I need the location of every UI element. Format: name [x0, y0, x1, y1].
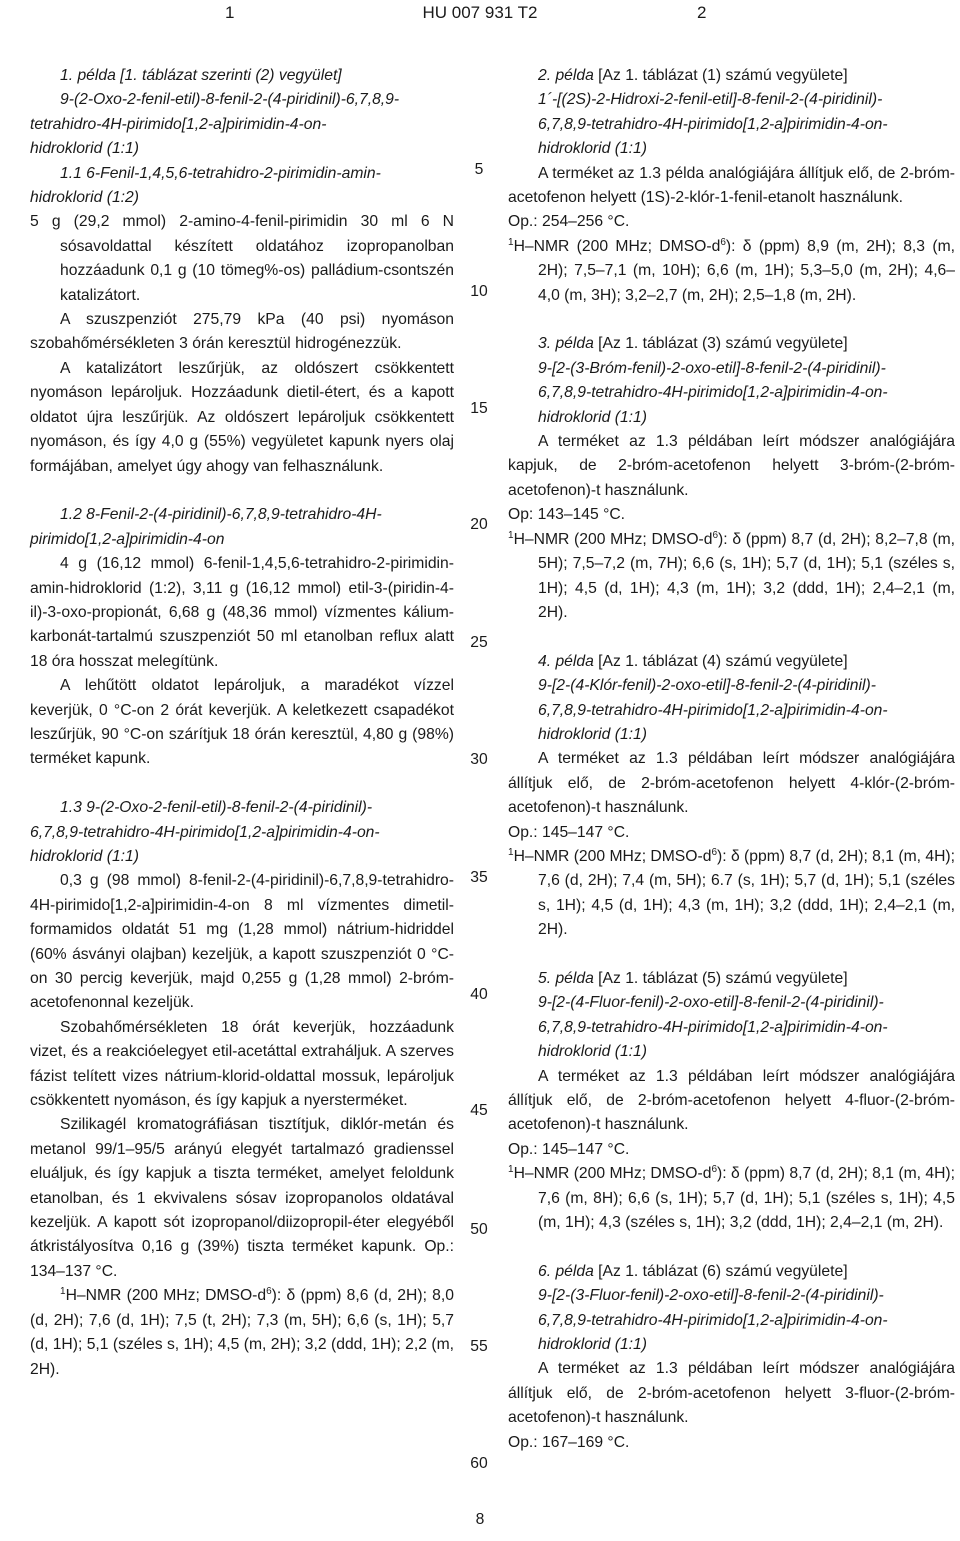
example-3-title: 6,7,8,9-tetrahidro-4H-pirimido[1,2-a]pirimidin-4-on- [538, 384, 888, 402]
example-2-title: 1´-[(2S)-2-Hidroxi-2-fenil-etil]-8-fenil-2-(4-piridinil)- [538, 91, 883, 109]
right-column [508, 64, 955, 1455]
example-2-title: hidroklorid (1:1) [538, 140, 647, 158]
line-number: 40 [470, 986, 488, 1003]
document-id: HU 007 931 T2 [422, 3, 538, 22]
example-4-melting-point: Op.: 145–147 °C. [508, 823, 630, 841]
step-1-1-heading: hidroklorid (1:2) [30, 189, 139, 207]
example-5-nmr: $^1$H–NMR (200 MHz; DMSO-$d^6$): δ (ppm) 8,7 (d, 2H); 8,1 (m, 4H); 7,6 (m, 8H); 6,6 (s, 1H); 5,7 (d, 1H); 5,1 (széles s, 1H); 4,5 (m, 1H); 4,3 (széles s, 1H); 3,2 (ddd, 1H); 2,4–2,1 (m, 2H). [508, 1164, 955, 1232]
left-page-number: 1 [225, 3, 235, 22]
nmr-data: $^1$H–NMR (200 MHz; DMSO-$d^6$): δ (ppm) 8,6 (d, 2H); 8,0 (d, 2H); 7,6 (d, 1H); 7,5 (t, 2H); 7,3 (m, 5H); 6,6 (s, 1H); 5,7 (d, 1H); 5,1 (széles s, 1H); 4,5 (m, 2H); 3,2 (ddd, 1H); 2,2 (m, 2H). [30, 1286, 454, 1378]
example-3-heading: 3. példa [Az 1. táblázat (3) számú vegyülete] [538, 335, 848, 353]
step-1-2-paragraph: A lehűtött oldatot lepároljuk, a maradékot vízzel keverjük, 0 °C-on 2 órát keverjük. A keletkezett csapadékot leszűrjük, 90 °C-on szárítjuk 18 órán keresztül, 4,80 g (98%) terméket kapunk. [30, 677, 454, 768]
left-column [30, 64, 454, 1382]
right-page-number: 2 [697, 3, 707, 22]
line-number: 25 [470, 634, 488, 651]
step-1-1-heading: 1.1 6-Fenil-1,4,5,6-tetrahidro-2-pirimidin-amin- [60, 164, 381, 182]
example-3-title: hidroklorid (1:1) [538, 408, 647, 426]
example-4-paragraph: A terméket az 1.3 példában leírt módszer analógiájára állítjuk elő, de 2-bróm-acetofenon helyett 4-klór-(2-bróm-acetofenon)-t használunk. [508, 750, 955, 817]
example-6-heading: 6. példa [Az 1. táblázat (6) számú vegyülete] [538, 1262, 848, 1280]
example-3-melting-point: Op: 143–145 °C. [508, 506, 626, 524]
example-3-title: 9-[2-(3-Bróm-fenil)-2-oxo-etil]-8-fenil-2-(4-piridinil)- [538, 359, 886, 377]
step-1-1-paragraph: A katalizátort leszűrjük, az oldószert csökkentett nyomáson lepároljuk. Hozzáadunk dietil-étert, és a kapott oldatot újra leszűrjük. Az oldószert lepároljuk csökkentett nyomáson, és így 4,0 g (55%) vegyületet kapunk nyers olaj formájában, amelyet úgy ahogy van felhasználunk. [30, 359, 454, 475]
example-5-title: 6,7,8,9-tetrahidro-4H-pirimido[1,2-a]pirimidin-4-on- [538, 1018, 888, 1036]
step-1-2-paragraph: 4 g (16,12 mmol) 6-fenil-1,4,5,6-tetrahidro-2-pirimidin-amin-hidroklorid (1:2), 3,11 g (16,12 mmol) etil-3-(piridin-4-il)-3-oxo-propionát, 6,68 g (48,36 mmol) vízmentes kálium-karbonát-tartalmú szuszpenziót 50 ml etanolban reflux alatt 18 óra hosszat melegítünk. [30, 555, 454, 670]
example-4-nmr: $^1$H–NMR (200 MHz; DMSO-$d^6$): δ (ppm) 8,7 (d, 2H); 8,1 (m, 4H); 7,6 (d, 2H); 7,4 (m, 5H); 6.7 (s, 1H); 5,7 (d, 1H); 5,1 (széles s, 1H); 4,5 (d, 1H); 4,3 (m, 1H); 3,2 (ddd, 1H); 2,4–2,1 (m, 2H). [508, 846, 955, 939]
example-2-heading: 2. példa [Az 1. táblázat (1) számú vegyülete] [538, 67, 848, 84]
example-3-nmr: $^1$H–NMR (200 MHz; DMSO-$d^6$): δ (ppm) 8,7 (d, 2H); 8,2–7,8 (m, 5H); 7,5–7,2 (m, 7H); 6,6 (s, 1H); 5,7 (d, 1H); 5,1 (széles s, 1H); 4,5 (d, 1H); 4,3 (m, 1H); 3,2 (ddd, 1H); 2,4–2,1 (m, 2H). [508, 529, 955, 621]
line-number: 45 [470, 1102, 488, 1119]
line-number: 35 [470, 869, 488, 886]
example-1-title: 9-(2-Oxo-2-fenil-etil)-8-fenil-2-(4-piridinil)-6,7,8,9- [60, 91, 400, 109]
step-1-3-heading: 1.3 9-(2-Oxo-2-fenil-etil)-8-fenil-2-(4-piridinil)- [60, 799, 373, 817]
step-1-3-paragraph: 0,3 g (98 mmol) 8-fenil-2-(4-piridinil)-6,7,8,9-tetrahidro-4H-pirimido[1,2-a]pirimidin-4-on 8 ml vízmentes dimetil-formamidos oldatát 51 mg (1,28 mmol) nátrium-hidriddel (60% ásványi olajban) kezeljük, a kapott szuszpenziót 0 °C-on 30 percig keverjük, majd 0,255 g (1,28 mmol) 2-bróm-acetofenonnal kezeljük. [30, 872, 454, 1012]
step-1-1-paragraph: A szuszpenziót 275,79 kPa (40 psi) nyomáson szobahőmérsékleten 3 órán keresztül hidrogénezzük. [30, 311, 454, 353]
step-1-3-paragraph: Szobahőmérsékleten 18 órát keverjük, hozzáadunk vizet, és a reakcióelegyet etil-acetáttal extraháljuk. A szerves fázist telített vizes nátrium-klorid-oldattal mossuk, lepároljuk csökkentett nyomáson, és így kapjuk a nyersterméket. [30, 1018, 454, 1110]
example-3-paragraph: A terméket az 1.3 példában leírt módszer analógiájára kapjuk, de 2-bróm-acetofenon helyett 3-bróm-(2-bróm-acetofenon)-t használunk. [508, 433, 955, 499]
example-1-title: hidroklorid (1:1) [30, 140, 139, 158]
example-5-title: 9-[2-(4-Fluor-fenil)-2-oxo-etil]-8-fenil-2-(4-piridinil)- [538, 994, 884, 1012]
example-2-nmr: $^1$H–NMR (200 MHz; DMSO-$d^6$): δ (ppm) 8,9 (m, 2H); 8,3 (m, 2H); 7,5–7,1 (m, 10H); 6,6 (m, 1H); 5,3–5,0 (m, 2H); 4,6–4,0 (m, 3H); 3,2–2,7 (m, 2H); 2,5–1,8 (m, 2H). [508, 236, 955, 304]
step-1-3-heading: 6,7,8,9-tetrahidro-4H-pirimido[1,2-a]pirimidin-4-on- [30, 823, 380, 841]
example-1-heading: 1. példa [1. táblázat szerinti (2) vegyület] [60, 67, 342, 84]
step-1-3-heading: hidroklorid (1:1) [30, 847, 139, 865]
step-1-3-paragraph: Szilikagél kromatográfiásan tisztítjuk, diklór-metán és metanol 99/1–95/5 arányú elegyét tartalmazó gradienssel eluáljuk, és így kapjuk a tiszta terméket, amelyet feloldunk etanolban, és 1 ekvivalens sósav izopropanolos oldatával kezeljük. A kapott sót izopropanol/diizopropil-éter elegyéből átkristályosítva 0,16 g (39%) tiszta terméket kapunk. Op.: 134–137 °C. [30, 1116, 454, 1280]
example-5-paragraph: A terméket az 1.3 példában leírt módszer analógiájára állítjuk elő, de 2-bróm-acetofenon helyett 4-fluor-(2-bróm-acetofenon)-t használunk. [508, 1067, 955, 1134]
example-5-melting-point: Op.: 145–147 °C. [508, 1140, 630, 1158]
line-number: 55 [470, 1338, 488, 1355]
line-number: 20 [470, 516, 488, 533]
line-number: 5 [474, 161, 484, 178]
example-6-melting-point: Op.: 167–169 °C. [508, 1433, 630, 1451]
line-number: 15 [470, 400, 488, 417]
example-1-title: tetrahidro-4H-pirimido[1,2-a]pirimidin-4-on- [30, 115, 327, 133]
example-6-paragraph: A terméket az 1.3 példában leírt módszer analógiájára állítjuk elő, de 2-bróm-acetofenon helyett 3-fluor-(2-bróm-acetofenon)-t használunk. [508, 1360, 955, 1427]
footer-page-number: 8 [475, 1511, 485, 1528]
example-2-melting-point: Op.: 254–256 °C. [508, 213, 630, 231]
example-6-title: 6,7,8,9-tetrahidro-4H-pirimido[1,2-a]pirimidin-4-on- [538, 1311, 888, 1329]
example-6-title: hidroklorid (1:1) [538, 1336, 647, 1354]
example-4-title: 6,7,8,9-tetrahidro-4H-pirimido[1,2-a]pirimidin-4-on- [538, 701, 888, 719]
example-2-paragraph: A terméket az 1.3 példa analógiájára állítjuk elő, de 2-bróm-acetofenon helyett (1S)-2-klór-1-fenil-etanolt használunk. [508, 164, 955, 207]
line-number: 50 [470, 1221, 488, 1238]
example-5-title: hidroklorid (1:1) [538, 1043, 647, 1061]
step-1-1-paragraph: 5 g (29,2 mmol) 2-amino-4-fenil-pirimidin 30 ml 6 N sósavoldattal készített oldatához izopropanolban hozzáadunk 0,1 g (10 tömeg%-os) palládium-csontszén katalizátort. [30, 213, 454, 304]
line-number: 60 [470, 1455, 488, 1472]
example-2-title: 6,7,8,9-tetrahidro-4H-pirimido[1,2-a]pirimidin-4-on- [538, 115, 888, 133]
step-1-2-heading: pirimido[1,2-a]pirimidin-4-on [30, 530, 225, 548]
example-4-heading: 4. példa [Az 1. táblázat (4) számú vegyülete] [538, 652, 848, 670]
example-5-heading: 5. példa [Az 1. táblázat (5) számú vegyülete] [538, 969, 848, 987]
example-6-title: 9-[2-(3-Fluor-fenil)-2-oxo-etil]-8-fenil-2-(4-piridinil)- [538, 1287, 884, 1305]
example-4-title: 9-[2-(4-Klór-fenil)-2-oxo-etil]-8-fenil-2-(4-piridinil)- [538, 677, 876, 695]
line-number: 10 [470, 283, 488, 300]
example-4-title: hidroklorid (1:1) [538, 725, 647, 743]
line-number: 30 [470, 751, 488, 768]
step-1-2-heading: 1.2 8-Fenil-2-(4-piridinil)-6,7,8,9-tetrahidro-4H- [60, 506, 382, 524]
